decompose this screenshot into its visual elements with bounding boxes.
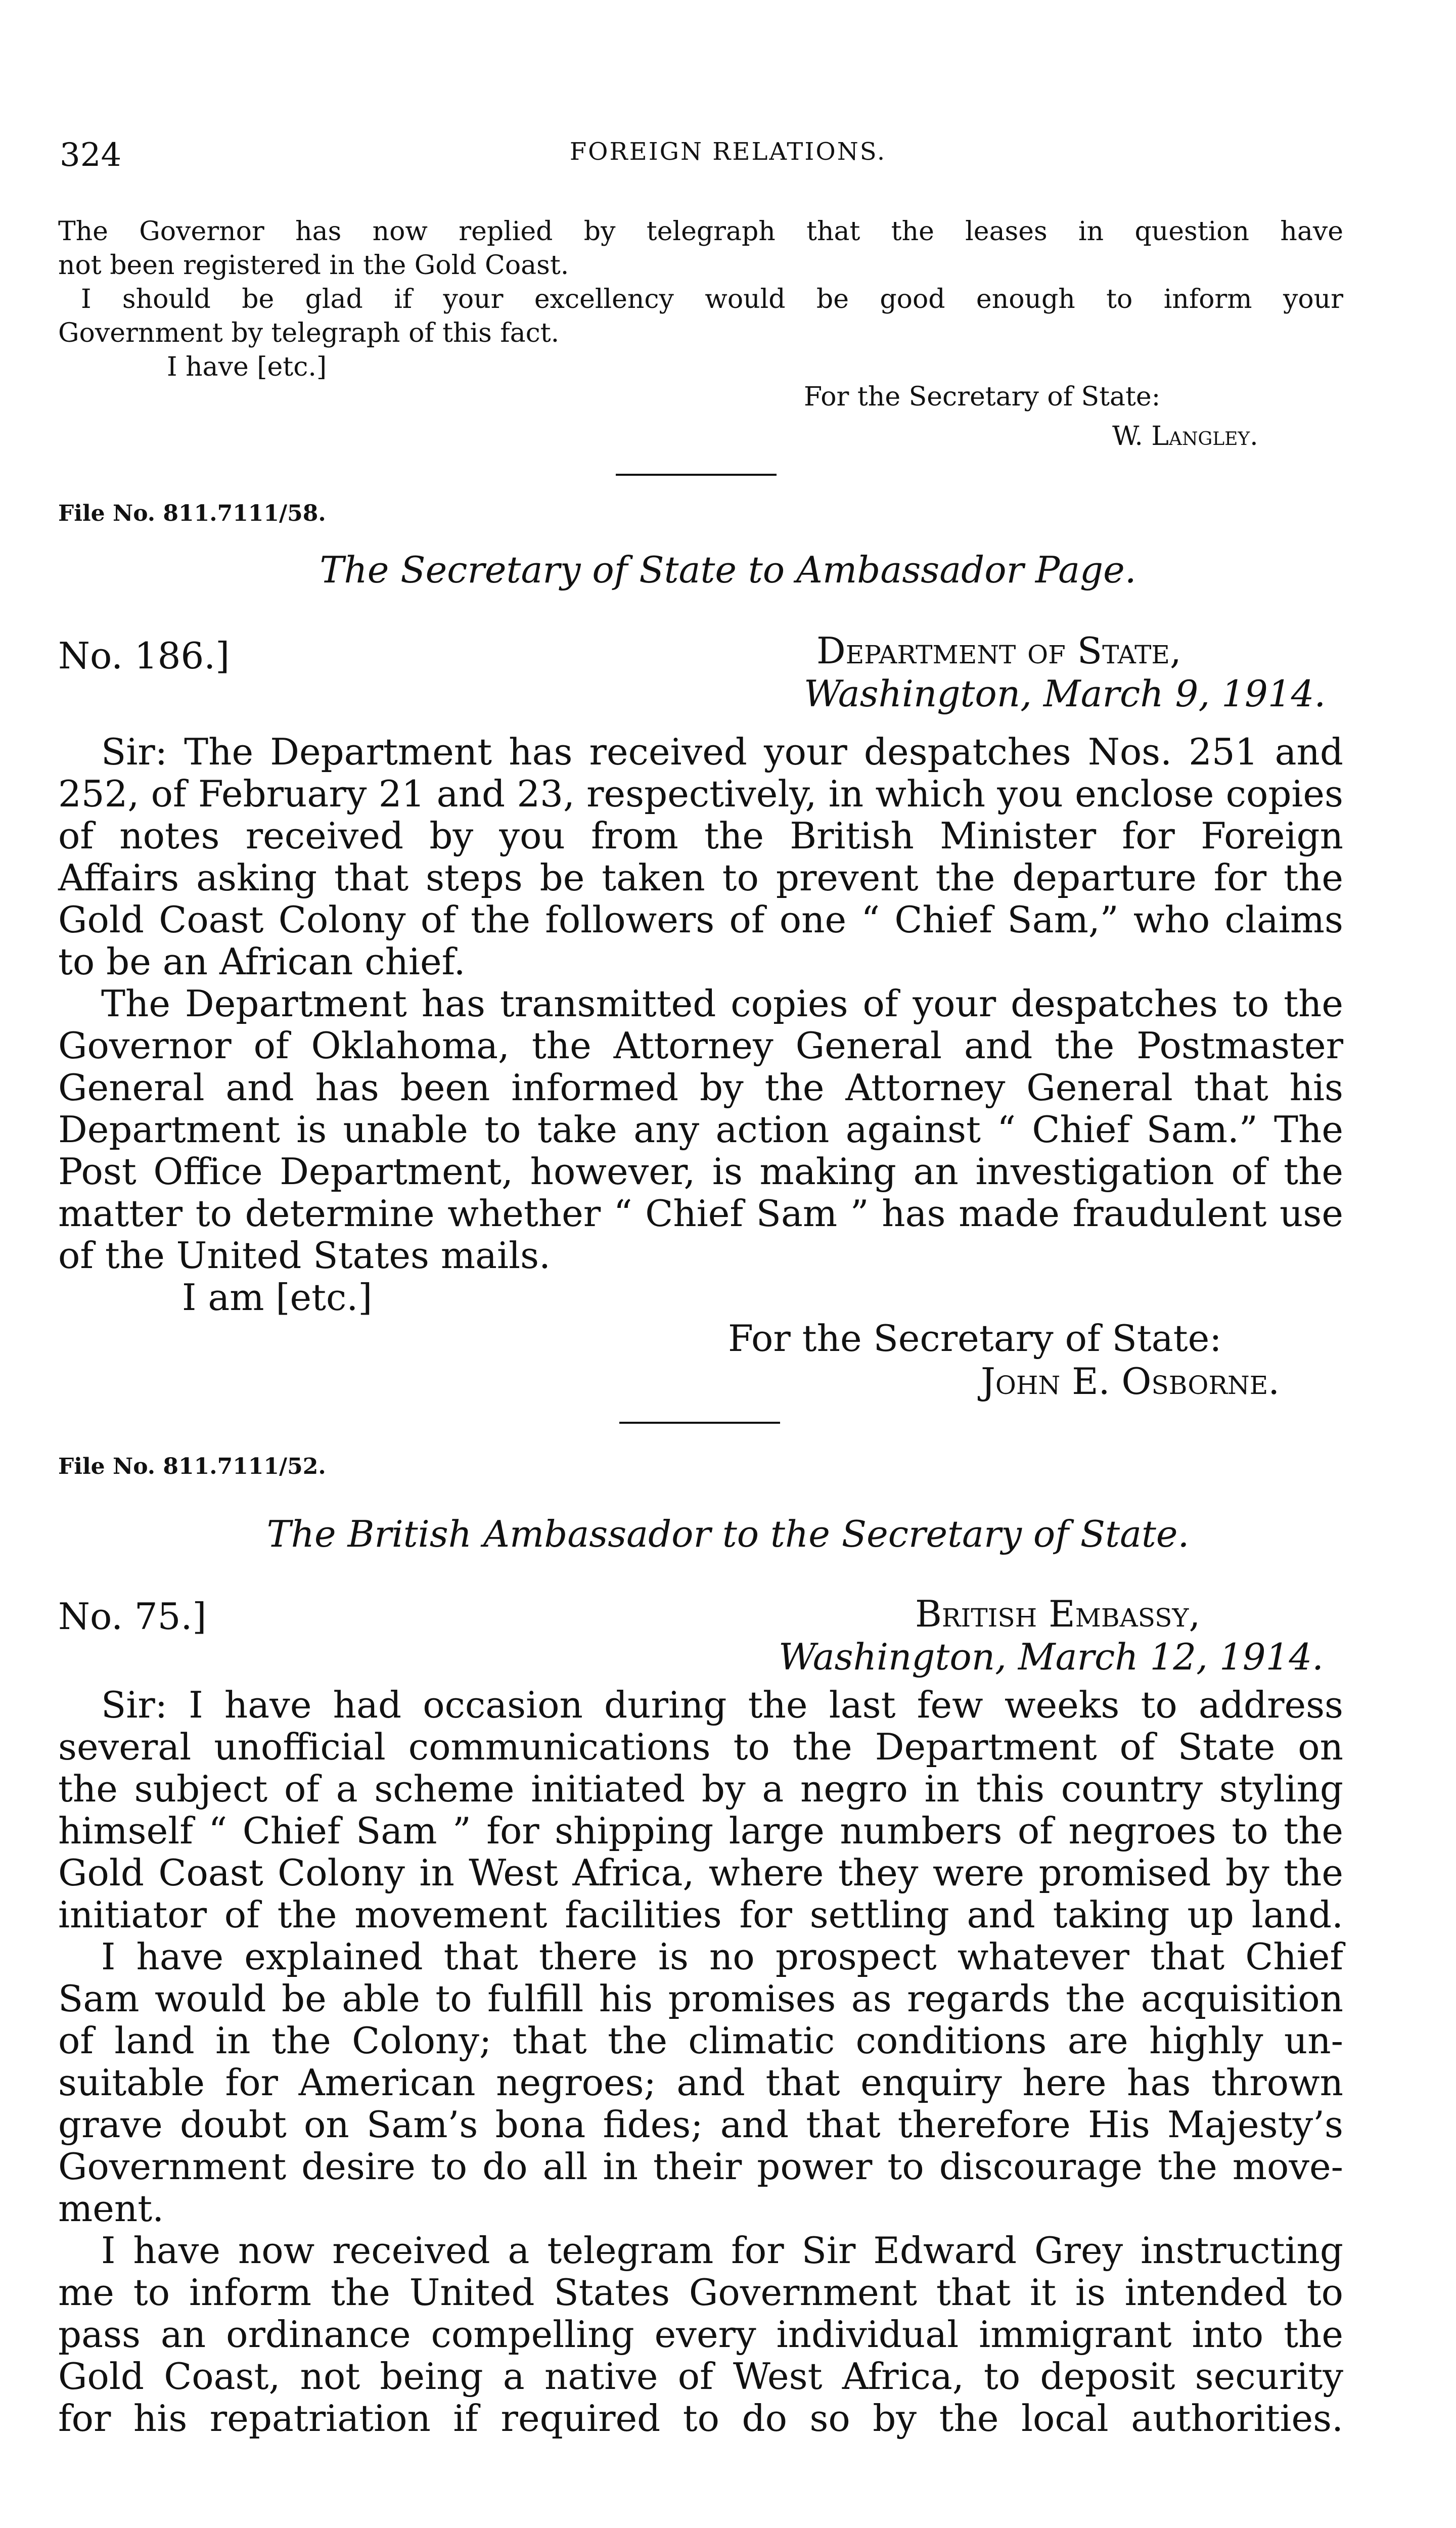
body-line: suitable for American negroes; and that enquiry here has thrown xyxy=(58,2061,1343,2104)
document-date: Washington, March 12, 1914. xyxy=(779,1636,1324,1678)
body-line: the subject of a scheme initiated by a negro in this country styling xyxy=(58,1768,1343,1810)
body-line: of notes received by you from the British Minister for Foreign xyxy=(58,815,1343,857)
body-line: of land in the Colony; that the climatic conditions are highly un- xyxy=(58,2019,1343,2062)
body-line: of the United States mails. xyxy=(58,1234,551,1277)
letter1-line-1: The Governor has now replied by telegraph that the leases in question have xyxy=(58,216,1343,247)
body-line: for his repatriation if required to do so by the local authorities. xyxy=(58,2397,1343,2440)
letter1-line-2: not been registered in the Gold Coast. xyxy=(58,250,569,281)
letter1-signature: W. Langley. xyxy=(1112,421,1258,452)
document-title: The British Ambassador to the Secretary of State. xyxy=(266,1513,1190,1555)
body-line: initiator of the movement facilities for settling and taking up land. xyxy=(58,1893,1343,1936)
body-line: matter to determine whether “ Chief Sam ” has made fraudulent use xyxy=(58,1192,1343,1235)
body-line: I have now received a telegram for Sir Edward Grey instructing xyxy=(101,2229,1343,2272)
body-line: grave doubt on Sam’s bona fides; and that therefore His Majesty’s xyxy=(58,2103,1343,2146)
document-date: Washington, March 9, 1914. xyxy=(804,672,1326,715)
body-line: several unofficial communications to the Department of State on xyxy=(58,1726,1343,1768)
body-line: Gold Coast Colony of the followers of one “ Chief Sam,” who claims xyxy=(58,898,1343,941)
body-line: pass an ordinance compelling every individual immigrant into the xyxy=(58,2313,1343,2356)
body-line: Sir: I have had occasion during the last few weeks to address xyxy=(101,1684,1343,1726)
body-line: ment. xyxy=(58,2187,164,2230)
page-number: 324 xyxy=(60,137,122,174)
sender-place: Department of State, xyxy=(816,629,1181,672)
signoff: For the Secretary of State: xyxy=(728,1317,1222,1360)
body-line: me to inform the United States Government that it is intended to xyxy=(58,2271,1343,2314)
file-number: File No. 811.7111/52. xyxy=(58,1454,326,1479)
closing: I am [etc.] xyxy=(182,1276,373,1319)
body-line: Sir: The Department has received your despatches Nos. 251 and xyxy=(101,731,1343,773)
body-line: Governor of Oklahoma, the Attorney General and the Postmaster xyxy=(58,1024,1343,1067)
file-number: File No. 811.7111/58. xyxy=(58,501,326,526)
separator-rule-1 xyxy=(616,474,777,476)
letter1-signoff: For the Secretary of State: xyxy=(804,382,1161,412)
body-line: Government desire to do all in their power to discourage the move- xyxy=(58,2145,1343,2188)
body-line: 252, of February 21 and 23, respectively, in which you enclose copies xyxy=(58,773,1343,815)
body-line: I have explained that there is no prospect whatever that Chief xyxy=(101,1935,1343,1978)
sender-place: British Embassy, xyxy=(915,1593,1201,1635)
running-title: FOREIGN RELATIONS. xyxy=(569,138,887,166)
body-line: Gold Coast Colony in West Africa, where they were promised by the xyxy=(58,1852,1343,1894)
document-number: No. 186.] xyxy=(58,635,230,677)
letter1-closing: I have [etc.] xyxy=(167,352,327,382)
body-line: to be an African chief. xyxy=(58,940,466,983)
body-line: himself “ Chief Sam ” for shipping large numbers of negroes to the xyxy=(58,1810,1343,1852)
body-line: The Department has transmitted copies of your despatches to the xyxy=(101,982,1343,1025)
body-line: Sam would be able to fulfill his promises as regards the acquisition xyxy=(58,1977,1343,2020)
body-line: Gold Coast, not being a native of West Africa, to deposit security xyxy=(58,2355,1343,2398)
document-number: No. 75.] xyxy=(58,1595,207,1638)
signature: John E. Osborne. xyxy=(981,1360,1280,1403)
body-line: Affairs asking that steps be taken to prevent the departure for the xyxy=(58,856,1343,899)
letter1-line-3: I should be glad if your excellency would be good enough to inform your xyxy=(81,284,1343,314)
document-title: The Secretary of State to Ambassador Page. xyxy=(320,549,1136,591)
letter1-line-4: Government by telegraph of this fact. xyxy=(58,318,560,348)
body-line: General and has been informed by the Attorney General that his xyxy=(58,1066,1343,1109)
body-line: Department is unable to take any action against “ Chief Sam.” The xyxy=(58,1108,1343,1151)
separator-rule-2 xyxy=(619,1422,780,1424)
body-line: Post Office Department, however, is making an investigation of the xyxy=(58,1150,1343,1193)
